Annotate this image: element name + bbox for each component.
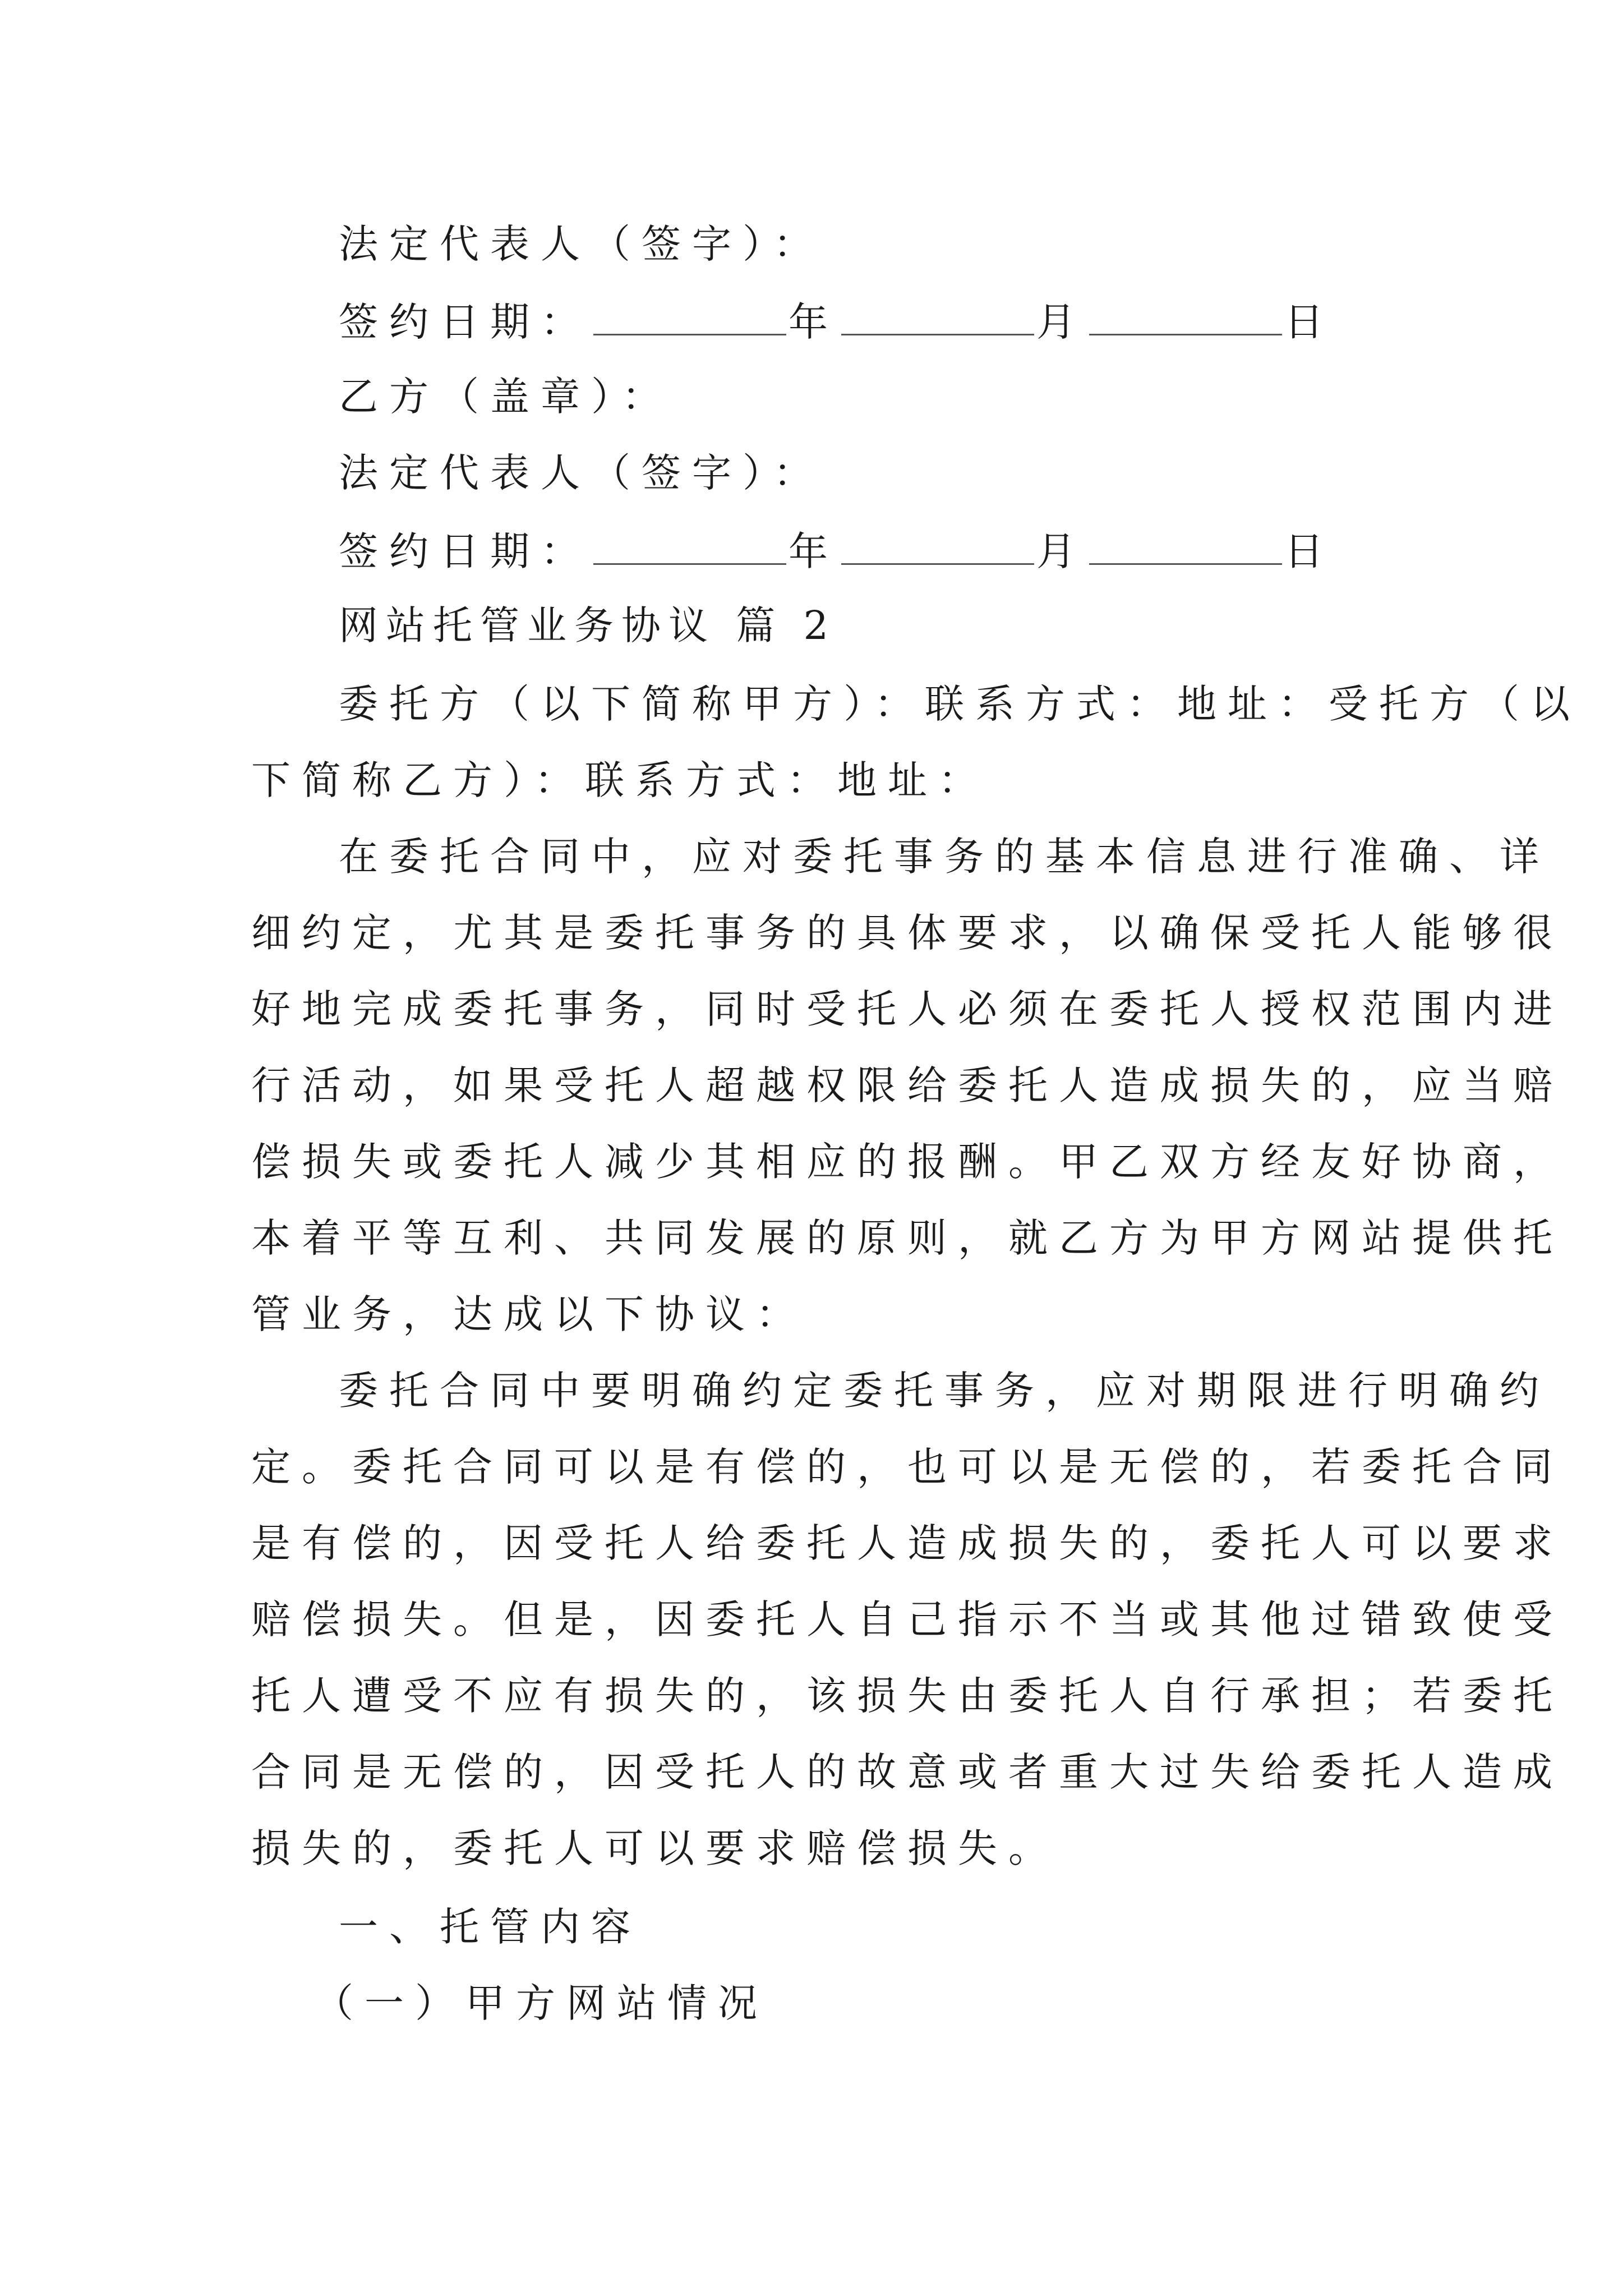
- month-blank[interactable]: [841, 530, 1034, 565]
- year-blank[interactable]: [593, 530, 786, 565]
- day-blank[interactable]: [1089, 530, 1282, 565]
- month-label: 月: [1036, 299, 1087, 345]
- sign-date-row-b: [339, 528, 1335, 574]
- sign-date-row-a: [339, 299, 1335, 345]
- month-label: 月: [1036, 528, 1087, 574]
- para1-line: 偿损失或委托人减少其相应的报酬。甲乙双方经友好协商，: [251, 1139, 1564, 1185]
- heading-site-status: （一）甲方网站情况: [314, 1980, 768, 2026]
- para2-line: 赔偿损失。但是，因委托人自己指示不当或其他过错致使受: [251, 1596, 1564, 1642]
- parties-line: 下简称乙方）：联系方式：地址：: [251, 757, 989, 803]
- para1-line: 好地完成委托事务，同时受托人必须在委托人授权范围内进: [251, 986, 1564, 1032]
- heading-hosting-content: 一、托管内容: [339, 1904, 642, 1950]
- para2-line: 损失的，委托人可以要求赔偿损失。: [251, 1825, 1059, 1871]
- legal-rep-line-b: 法定代表人（签字）：: [339, 450, 824, 496]
- year-label: 年: [789, 528, 839, 574]
- para1-line: 管业务，达成以下协议：: [251, 1291, 806, 1337]
- para2-line: 是有偿的，因受托人给委托人造成损失的，委托人可以要求: [251, 1520, 1564, 1566]
- sign-date-label: 签约日期：: [339, 299, 591, 345]
- para1-line: 行活动，如果受托人超越权限给委托人造成损失的，应当赔: [251, 1062, 1564, 1108]
- para2-line: 定。委托合同可以是有偿的，也可以是无偿的，若委托合同: [251, 1444, 1564, 1490]
- para2-line: 合同是无偿的，因受托人的故意或者重大过失给委托人造成: [251, 1749, 1564, 1795]
- year-label: 年: [789, 299, 839, 345]
- sign-date-label: 签约日期：: [339, 528, 591, 574]
- para2-line: 托人遭受不应有损失的，该损失由委托人自行承担；若委托: [251, 1673, 1564, 1719]
- para1-line: 本着平等互利、共同发展的原则，就乙方为甲方网站提供托: [251, 1215, 1564, 1261]
- parties-line: 委托方（以下简称甲方）：联系方式：地址：受托方（以: [339, 681, 1581, 727]
- para1-line: 在委托合同中，应对委托事务的基本信息进行准确、详: [339, 834, 1550, 880]
- para2-line: 委托合同中要明确约定委托事务，应对期限进行明确约: [339, 1368, 1550, 1414]
- party-b-seal-line: 乙方（盖章）：: [339, 374, 672, 420]
- para1-line: 细约定，尤其是委托事务的具体要求，以确保受托人能够很: [251, 910, 1564, 956]
- day-label: 日: [1284, 528, 1335, 574]
- day-blank[interactable]: [1089, 300, 1282, 335]
- legal-rep-line-a: 法定代表人（签字）：: [339, 221, 824, 267]
- day-label: 日: [1284, 299, 1335, 345]
- section-title: 网站托管业务协议 篇 2: [339, 602, 837, 648]
- year-blank[interactable]: [593, 300, 786, 335]
- month-blank[interactable]: [841, 300, 1034, 335]
